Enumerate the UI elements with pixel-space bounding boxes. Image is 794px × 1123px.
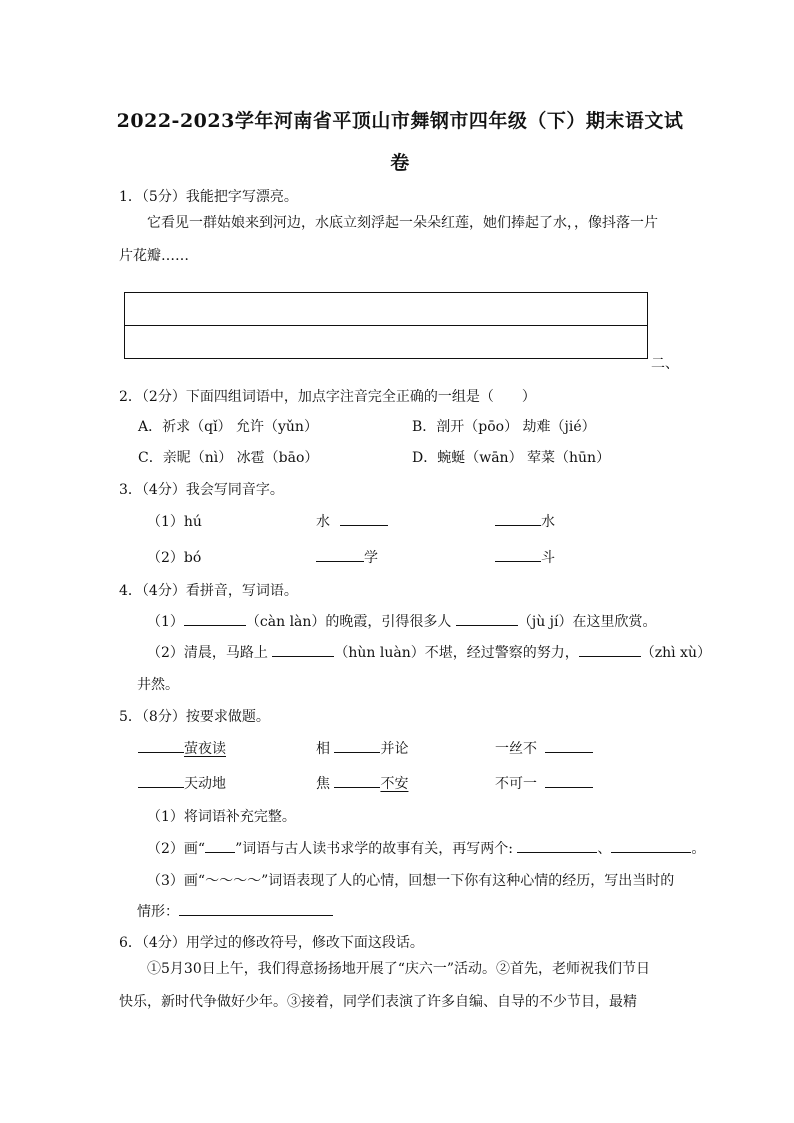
q3-row2-item-b (495, 547, 555, 567)
q4-line1 (147, 611, 657, 631)
q4-line1-mid: （càn làn）的晚霞，引得很多人 (245, 614, 452, 630)
q3-row1-char-b: 水 (541, 514, 555, 530)
q6-paragraph-line2: 快乐，新时代争做好少年。③接着，同学们表演了许多自编、自导的不少节目，最精 (119, 994, 637, 1010)
q5-sub3-cont-text: 情形： (137, 904, 179, 920)
q4-line3: 井然。 (137, 677, 179, 693)
q5-sub2-underline-sample (205, 838, 235, 853)
q5-sub1: （1）将词语补充完整。 (147, 809, 296, 825)
q5-idiom-1-blank[interactable] (138, 738, 184, 753)
q4-blank-hunluan[interactable] (272, 642, 334, 657)
q6-paragraph-line1: ①5月30日上午，我们得意扬扬地开展了“庆六一”活动。②首先，老师祝我们节日 (147, 961, 651, 977)
q5-sub3-wave: ～～～～ (205, 873, 262, 889)
q5-idiom-5-text-b: 不安 (380, 776, 409, 792)
q5-sub2-blank-2[interactable] (611, 838, 691, 853)
q3-row2-blank-a[interactable] (316, 547, 364, 562)
q5-sub3-text: ”词语表现了人的心情，回想一下你有这种心情的经历，写出当时的 (261, 873, 675, 889)
exam-title-line1: 2022-2023学年河南省平顶山市舞钢市四年级（下）期末语文试 (116, 110, 684, 132)
q3-heading: 3．（4分）我会写同音字。 (119, 482, 284, 498)
exam-title-line2: 卷 (390, 152, 410, 174)
q4-blank-zhixu[interactable] (579, 642, 641, 657)
q5-idiom-3-blank[interactable] (545, 738, 593, 753)
q3-row1-item-a (316, 511, 388, 531)
q5-idiom-2-text-a: 相 (316, 741, 330, 757)
q5-sub2-sep: 、 (597, 841, 612, 857)
q2-option-c[interactable]: C．亲昵（nì） 冰雹（bāo） (138, 450, 319, 466)
q4-line1-end: （jù jí）在这里欣赏。 (517, 614, 657, 630)
q2-option-b[interactable]: B．剖开（pōo） 劫难（jié） (412, 419, 596, 435)
q5-idiom-2-text-b: 并论 (380, 741, 409, 757)
q3-row2-blank-b[interactable] (495, 547, 541, 562)
q5-idiom-2-blank[interactable] (334, 738, 380, 753)
q4-line2-mid: （hùn luàn）不堪，经过警察的努力， (334, 645, 579, 661)
q2-heading: 2．（2分）下面四组词语中，加点字注音完全正确的一组是（ ） (119, 389, 536, 405)
q4-blank-juji[interactable] (456, 611, 518, 626)
q5-heading: 5．（8分）按要求做题。 (119, 709, 270, 725)
q5-sub3-cont (137, 901, 333, 921)
q1-passage-line2: 片花瓣…… (119, 248, 189, 264)
q5-idiom-1 (138, 738, 226, 758)
q5-idiom-5-blank[interactable] (334, 773, 380, 788)
q5-idiom-3-text: 一丝不 (495, 741, 537, 757)
q5-idiom-5-text-a: 焦 (316, 776, 330, 792)
q4-line2-prefix: （2）清晨，马路上 (147, 645, 268, 661)
q5-idiom-1-text: 萤夜读 (184, 741, 226, 757)
q5-idiom-4-text: 天动地 (184, 776, 226, 792)
q4-line1-prefix: （1） (147, 614, 184, 630)
q3-row1-blank-b[interactable] (495, 511, 541, 526)
q3-row2-item-a (316, 547, 378, 567)
q3-row2-char-a: 学 (364, 550, 378, 566)
q2-option-d[interactable]: D．蜿蜒（wān） 荤菜（hūn） (412, 450, 611, 466)
q5-sub3-blank[interactable] (179, 901, 333, 916)
q5-sub3-open: （3）画“ (147, 873, 206, 889)
q1-trailing-text: 二、 (651, 356, 679, 372)
q4-line2 (147, 642, 711, 662)
q5-sub2-open: （2）画“ (147, 841, 206, 857)
q3-row2-char-b: 斗 (541, 550, 555, 566)
q5-idiom-5 (316, 773, 408, 793)
q5-sub2-text: ”词语与古人读书求学的故事有关，再写两个: (235, 841, 513, 857)
q1-writing-box[interactable] (124, 292, 648, 359)
q5-sub2-end: 。 (691, 841, 706, 857)
q4-heading: 4．（4分）看拼音，写词语。 (119, 583, 298, 599)
q4-line2-end: （zhì xù） (640, 645, 711, 661)
q3-row2-label: （2）bó (147, 550, 202, 566)
q1-writing-box-divider (125, 325, 647, 326)
q5-idiom-3 (495, 738, 593, 758)
q2-option-a[interactable]: A．祈求（qǐ） 允许（yǔn） (138, 419, 318, 435)
q4-blank-canlan[interactable] (184, 611, 246, 626)
q5-sub2-blank-1[interactable] (517, 838, 597, 853)
q3-row1-blank-a[interactable] (340, 511, 388, 526)
q5-idiom-4 (138, 773, 226, 793)
q3-row1-char-a: 水 (316, 514, 330, 530)
q5-idiom-6-text: 不可一 (495, 776, 537, 792)
q3-row1-item-b (495, 511, 555, 531)
q3-row1-label: （1）hú (147, 514, 202, 530)
q5-idiom-6 (495, 773, 593, 793)
q5-sub3 (147, 870, 674, 890)
q5-idiom-2 (316, 738, 408, 758)
q5-sub2 (147, 838, 705, 858)
q1-heading: 1．（5分）我能把字写漂亮。 (119, 189, 298, 205)
q1-passage-line1: 它看见一群姑娘来到河边，水底立刻浮起一朵朵红莲，她们捧起了水，，像抖落一片 (147, 215, 658, 231)
q6-heading: 6．（4分）用学过的修改符号，修改下面这段话。 (119, 935, 424, 951)
q5-idiom-6-blank[interactable] (545, 773, 593, 788)
q5-idiom-4-blank[interactable] (138, 773, 184, 788)
